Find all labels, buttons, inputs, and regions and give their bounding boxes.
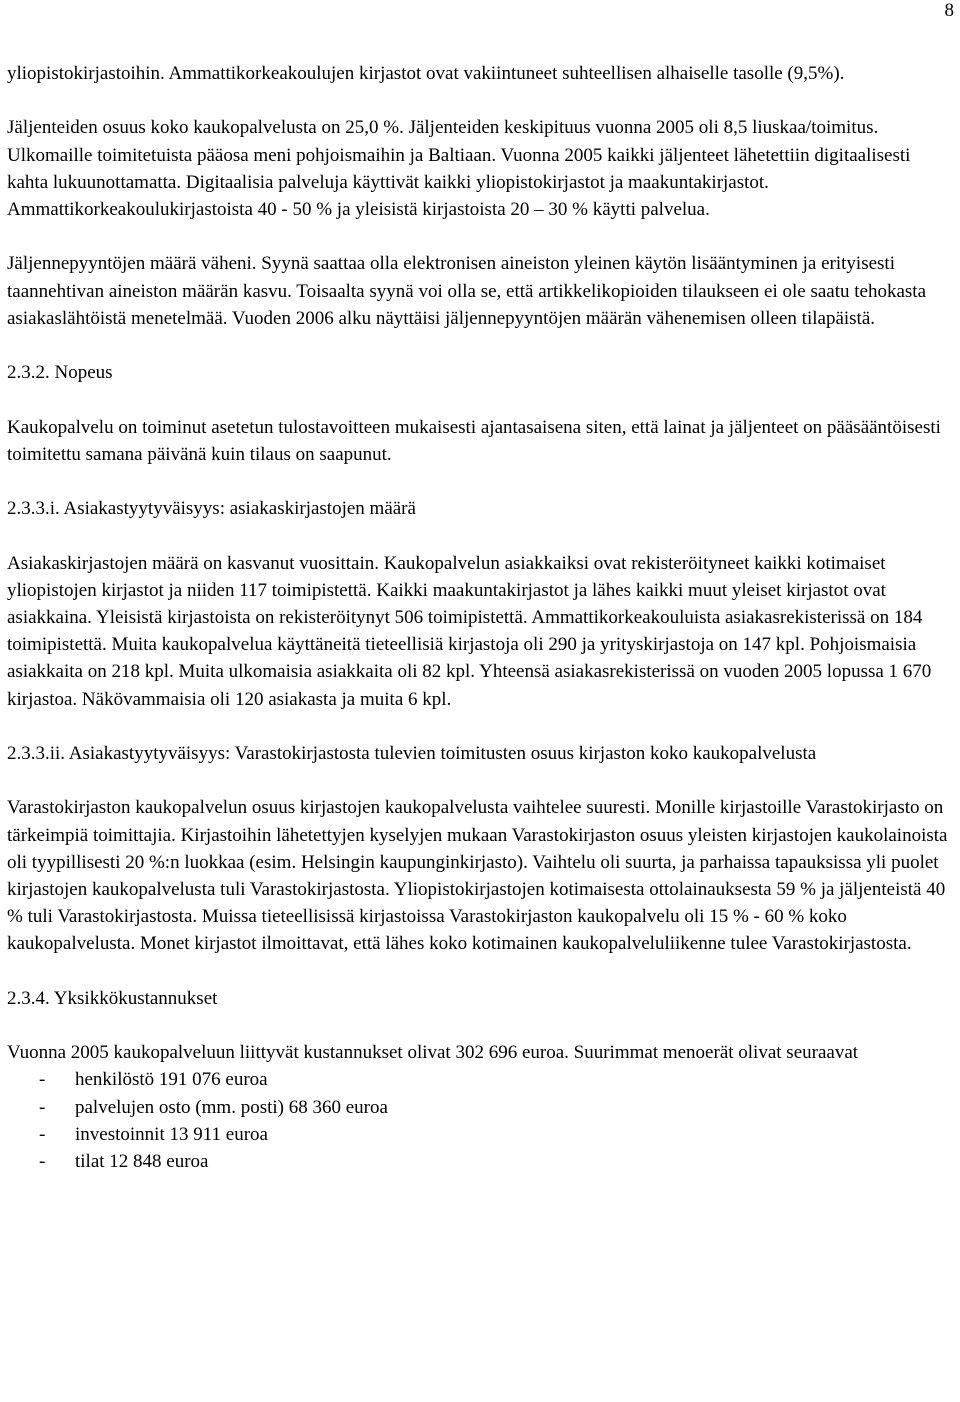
list-marker: - [39,1096,46,1118]
list-item [7,1148,955,1175]
section-heading-varastokirjaston-osuus: 2.3.3.ii. Asiakastyytyväisyys: Varastokirjastosta tulevien toimitusten osuus kirjaston koko kaukopalvelusta [7,742,817,764]
paragraph: Asiakaskirjastojen määrä on kasvanut vuosittain. Kaukopalvelun asiakkaiksi ovat rekisteröityneet kaikki kotimaiset yliopistojen kirjastot ja niiden 117 toimipistettä. Kaikki maakuntakirjastot ja lähes kaikki muut yleiset kirjastot ovat asiakkaina. Yleisistä kirjastoista on rekisteröitynyt 506 toimipistettä. Ammattikorkeakouluista asiakasrekisterissä on 184 toimipistettä. Muita kaukopalvelua käyttäneitä tieteellisiä kirjastoja oli 290 ja yrityskirjastoja on 147 kpl. Pohjoismaisia asiakkaita on 218 kpl. Muita ulkomaisia asiakkaita oli 82 kpl. Yhteensä asiakasrekisterissä on vuoden 2005 lopussa 1 670 kirjastoa. Näkövammaisia oli 120 asiakasta ja muita 6 kpl. [7,552,932,710]
section-heading-yksikkokustannukset: 2.3.4. Yksikkökustannukset [7,987,218,1009]
list-item [7,1121,955,1148]
list-marker: - [39,1069,46,1091]
section-heading-asiakaskirjastojen-maara: 2.3.3.i. Asiakastyytyväisyys: asiakaskirjastojen määrä [7,498,416,520]
paragraph: Varastokirjaston kaukopalvelun osuus kirjastojen kaukopalvelusta vaihtelee suuresti. Monille kirjastoille Varastokirjasto on tärkeimpiä toimittajia. Kirjastoihin lähetettyjen kyselyjen mukaan Varastokirjaston osuus yleisten kirjastojen kaukolainoista oli tyypillisesti 20 %:n luokkaa (esim. Helsingin kaupunginkirjasto). Vaihtelu oli suurta, ja parhaissa tapauksissa yli puolet kirjastojen kaukopalvelusta tuli Varastokirjastosta. Yliopistokirjastojen kotimaisesta ottolainauksesta 59 % ja jäljenteistä 40 % tuli Varastokirjastosta. Muissa tieteellisissä kirjastoissa Varastokirjaston kaukopalvelu oli 15 % - 60 % koko kaukopalvelusta. Monet kirjastot ilmoittavat, että lähes koko kotimainen kaukopalveluliikenne tulee Varastokirjastosta. [7,797,948,955]
cost-list [7,1066,955,1175]
paragraph: Jäljenteiden osuus koko kaukopalvelusta on 25,0 %. Jäljenteiden keskipituus vuonna 2005 oli 8,5 liuskaa/toimitus. Ulkomaille toimitetuista pääosa meni pohjoismaihin ja Baltiaan. Vuonna 2005 kaikki jäljenteet lähetettiin digitaalisesti kahta lukuunottamatta. Digitaalisia palveluja käyttivät kaikki yliopistokirjastot ja maakuntakirjastot. Ammattikorkeakoulukirjastoista 40 - 50 % ja yleisistä kirjastoista 20 – 30 % käytti palvelua. [7,117,911,220]
list-item [7,1094,955,1121]
list-marker: - [39,1123,46,1145]
list-item-text: palvelujen osto (mm. posti) 68 360 euroa [75,1096,388,1118]
section-heading-nopeus: 2.3.2. Nopeus [7,362,113,384]
paragraph: yliopistokirjastoihin. Ammattikorkeakoulujen kirjastot ovat vakiintuneet suhteellisen alhaiselle tasolle (9,5%). [7,63,845,84]
paragraph: Jäljennepyyntöjen määrä väheni. Syynä saattaa olla elektronisen aineiston yleinen käytön lisääntyminen ja erityisesti taannehtivan aineiston määrän kasvu. Toisaalta syynä voi olla se, että artikkelikopioiden tilaukseen ei ole saatu tehokasta asiakaslähtöistä menetelmää. Vuoden 2006 alku näyttäisi jäljennepyyntöjen määrän vähenemisen olleen tilapäistä. [7,253,927,329]
list-item [7,1066,955,1093]
paragraph: Kaukopalvelu on toiminut asetetun tulostavoitteen mukaisesti ajantasaisena siten, että lainat ja jäljenteet on pääsääntöisesti toimitettu samana päivänä kuin tilaus on saapunut. [7,416,941,465]
list-item-text: investoinnit 13 911 euroa [75,1123,268,1145]
list-item-text: tilat 12 848 euroa [75,1150,209,1172]
page-number: 8 [944,0,954,21]
list-marker: - [39,1150,46,1172]
document-body [7,60,955,1175]
list-item-text: henkilöstö 191 076 euroa [75,1069,268,1091]
paragraph: Vuonna 2005 kaukopalveluun liittyvät kustannukset olivat 302 696 euroa. Suurimmat menoerät olivat seuraavat [7,1042,859,1064]
